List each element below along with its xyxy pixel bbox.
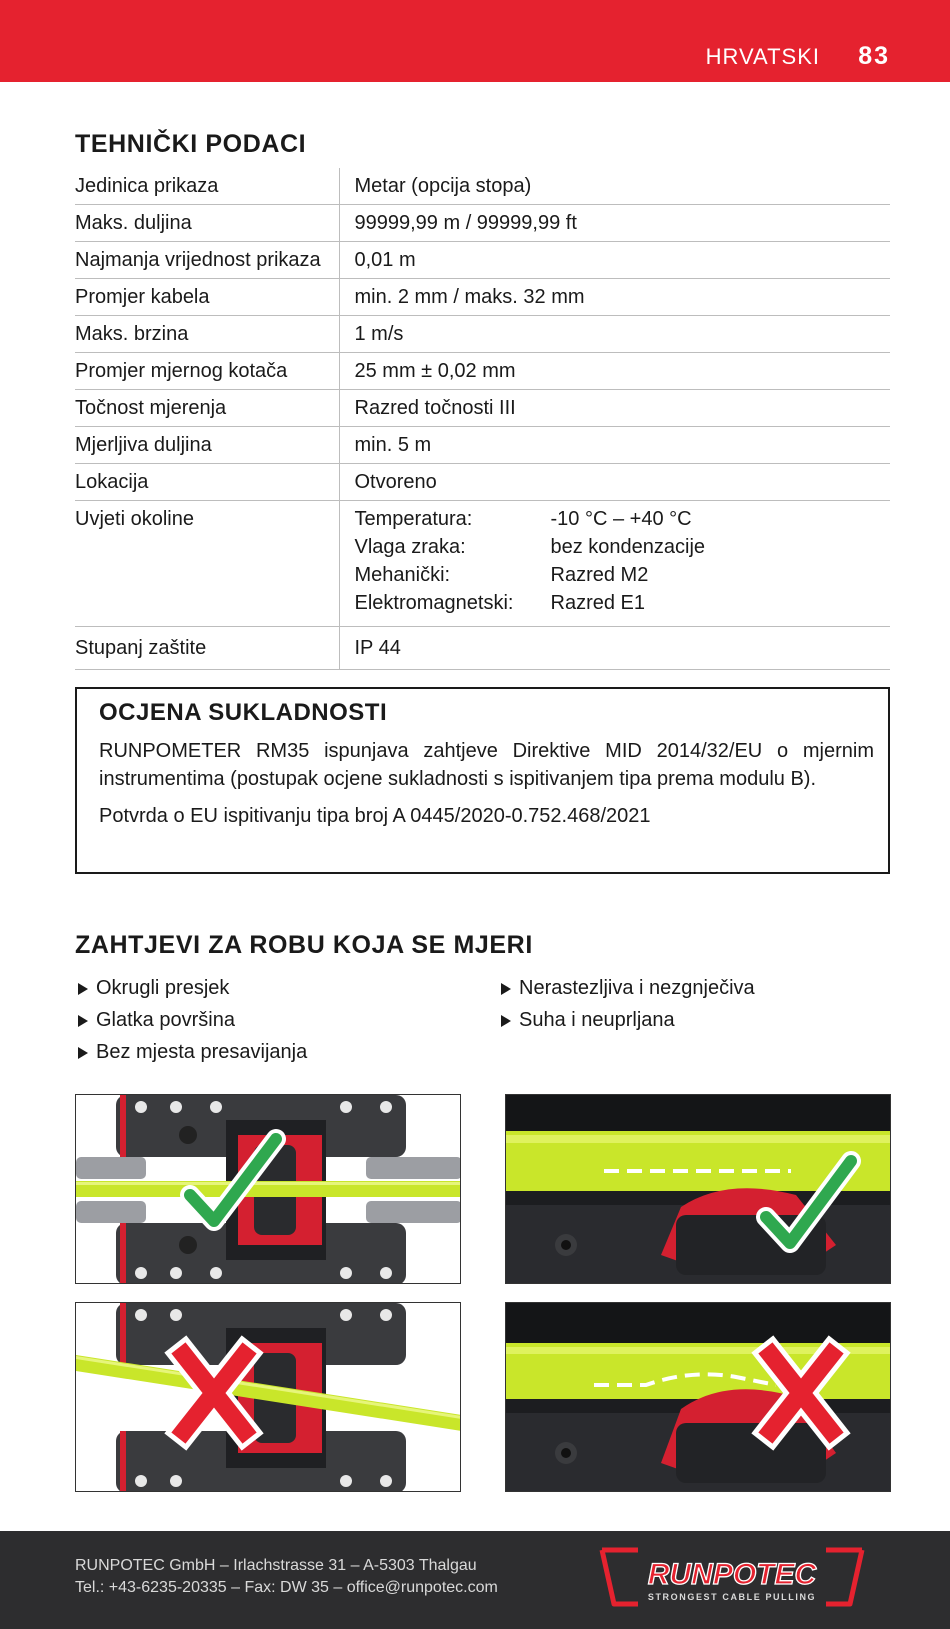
triangle-bullet-icon	[501, 1015, 511, 1027]
spec-label: Najmanja vrijednost prikaza	[75, 242, 339, 279]
table-row	[75, 353, 890, 390]
conformity-title: OCJENA SUKLADNOSTI	[99, 699, 388, 726]
environment-grid	[339, 501, 890, 627]
table-row	[75, 464, 890, 501]
spec-value: 25 mm ± 0,02 mm	[339, 353, 890, 390]
env-name: Mehanički:	[354, 564, 451, 586]
spec-label: Uvjeti okoline	[75, 501, 339, 627]
logo-wordmark: RUNPOTEC	[647, 1558, 817, 1591]
requirements-list-left	[78, 974, 307, 1070]
table-row	[75, 427, 890, 464]
list-item: Suha i neuprljana	[501, 1006, 755, 1038]
env-value: -10 °C – +40 °C	[550, 508, 692, 530]
table-row	[75, 627, 890, 670]
env-value: Razred E1	[550, 592, 645, 614]
table-row	[75, 168, 890, 205]
list-item: Bez mjesta presavijanja	[78, 1038, 307, 1070]
table-row	[75, 501, 890, 627]
photo-round-cable-correct	[505, 1094, 891, 1284]
photo-squashed-cable-wrong	[505, 1302, 891, 1492]
spec-label: Lokacija	[75, 464, 339, 501]
spec-label: Promjer kabela	[75, 279, 339, 316]
table-row	[75, 242, 890, 279]
logo-tagline: STRONGEST CABLE PULLING	[647, 1592, 817, 1602]
table-row	[75, 205, 890, 242]
header-band	[0, 0, 950, 82]
certificate-paragraph: Potvrda o EU ispitivanju tipa broj A 0445/2020-0.752.468/2021	[99, 805, 651, 827]
requirements-list-right	[501, 974, 755, 1038]
contact-line: Tel.: +43-6235-20335 – Fax: DW 35 – office@runpotec.com	[75, 1579, 498, 1596]
env-value: bez kondenzacije	[550, 536, 706, 558]
env-name: Elektromagnetski:	[354, 592, 514, 614]
triangle-bullet-icon	[78, 1047, 88, 1059]
triangle-bullet-icon	[78, 1015, 88, 1027]
conformity-box	[75, 687, 890, 874]
photo-straight-cable-correct	[75, 1094, 461, 1284]
triangle-bullet-icon	[78, 983, 88, 995]
photo-angled-cable-wrong	[75, 1302, 461, 1492]
spec-label: Maks. brzina	[75, 316, 339, 353]
table-row	[75, 390, 890, 427]
address-line: RUNPOTEC GmbH – Irlachstrasse 31 – A-5303 Thalgau	[75, 1557, 477, 1574]
list-item: Nerastezljiva i nezgnječiva	[501, 974, 755, 1006]
language-label: HRVATSKI	[705, 44, 820, 69]
env-name: Vlaga zraka:	[354, 536, 466, 558]
spec-value: 99999,99 m / 99999,99 ft	[339, 205, 890, 242]
spec-value: Razred točnosti III	[339, 390, 890, 427]
spec-label: Stupanj zaštite	[75, 627, 339, 670]
env-name: Temperatura:	[354, 508, 473, 530]
company-address	[75, 1555, 498, 1599]
spec-label: Jedinica prikaza	[75, 168, 339, 205]
conformity-paragraph: RUNPOMETER RM35 ispunjava zahtjeve Direktive MID 2014/32/EU o mjernim instrumentima (postupak ocjene sukladnosti s ispitivanjem tipa prema modulu B).	[99, 740, 874, 790]
page-number: 83	[858, 42, 890, 70]
spec-label: Promjer mjernog kotača	[75, 353, 339, 390]
spec-value: Otvoreno	[339, 464, 890, 501]
list-item: Glatka površina	[78, 1006, 307, 1038]
env-value: Razred M2	[550, 564, 649, 586]
table-row	[75, 316, 890, 353]
spec-label: Maks. duljina	[75, 205, 339, 242]
spec-table	[75, 168, 890, 670]
runpotec-logo	[596, 1542, 868, 1614]
list-item: Okrugli presjek	[78, 974, 307, 1006]
footer	[0, 1531, 950, 1629]
spec-value: 1 m/s	[339, 316, 890, 353]
spec-value: Metar (opcija stopa)	[339, 168, 890, 205]
spec-value: IP 44	[339, 627, 890, 670]
table-row	[75, 279, 890, 316]
triangle-bullet-icon	[501, 983, 511, 995]
tech-data-title: TEHNIČKI PODACI	[75, 130, 307, 158]
spec-label: Mjerljiva duljina	[75, 427, 339, 464]
spec-value: min. 5 m	[339, 427, 890, 464]
requirements-title: ZAHTJEVI ZA ROBU KOJA SE MJERI	[75, 931, 533, 959]
spec-value: 0,01 m	[339, 242, 890, 279]
spec-label: Točnost mjerenja	[75, 390, 339, 427]
spec-value: min. 2 mm / maks. 32 mm	[339, 279, 890, 316]
